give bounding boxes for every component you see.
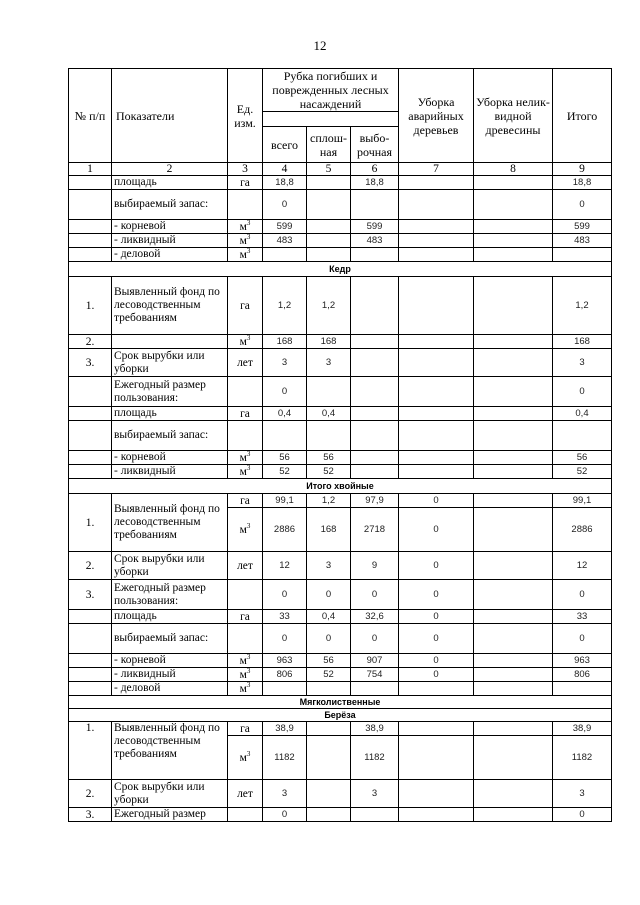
cell-value: 56	[307, 451, 351, 465]
header-total: всего	[263, 127, 307, 163]
col-number: 5	[307, 163, 351, 176]
row-label: - деловой	[112, 682, 228, 696]
row-unit: м	[239, 335, 247, 348]
cell-value: 3	[553, 780, 612, 808]
section-title-birch: Берёза	[69, 709, 612, 722]
cell-value: 99,1	[263, 494, 307, 508]
table-row	[69, 465, 612, 479]
cell-value: 0	[399, 624, 474, 654]
cell-value: 0	[553, 580, 612, 610]
row-unit: м	[239, 682, 247, 695]
header-felling: Рубка погибших и поврежденных лесных насаждений	[263, 69, 399, 112]
cell-value: 599	[553, 220, 612, 234]
unit-superscript: 3	[246, 450, 251, 458]
cell-value: 483	[553, 234, 612, 248]
col-number: 1	[69, 163, 112, 176]
table-row	[69, 234, 612, 248]
cell-value: 0	[399, 654, 474, 668]
row-unit: м	[239, 654, 247, 667]
table-row	[69, 580, 612, 610]
cell-value: 0	[399, 580, 474, 610]
row-label: выбираемый запас:	[112, 190, 228, 220]
section-row	[69, 479, 612, 494]
cell-value: 907	[351, 654, 399, 668]
cell-value: 0	[399, 494, 474, 508]
cell-value: 599	[351, 220, 399, 234]
col-number: 8	[474, 163, 553, 176]
header-emergency: Уборка аварийных деревьев	[399, 69, 474, 163]
cell-value: 168	[553, 335, 612, 349]
cell-value: 483	[263, 234, 307, 248]
col-number: 6	[351, 163, 399, 176]
cell-value: 0	[553, 190, 612, 220]
row-label: площадь	[112, 407, 228, 421]
row-label: Срок вырубки или уборки	[112, 349, 228, 377]
cell-value: 1182	[351, 736, 399, 780]
row-label: выбираемый запас:	[112, 421, 228, 451]
row-label: - корневой	[112, 451, 228, 465]
cell-value: 0	[351, 580, 399, 610]
table-row	[69, 421, 612, 451]
cell-value: 38,9	[553, 722, 612, 736]
col-number: 4	[263, 163, 307, 176]
row-unit: га	[228, 722, 263, 736]
cell-value: 0	[263, 580, 307, 610]
table-row	[69, 176, 612, 190]
table-row	[69, 277, 612, 335]
cell-value: 168	[263, 335, 307, 349]
cell-value: 18,8	[553, 176, 612, 190]
unit-superscript: 3	[246, 749, 251, 758]
row-unit: лет	[228, 349, 263, 377]
cell-value: 18,8	[351, 176, 399, 190]
header-illiquid: Уборка нелик-видной древесины	[474, 69, 553, 163]
cell-value: 2886	[553, 508, 612, 552]
row-unit: м	[239, 751, 247, 764]
cell-value: 0,4	[553, 407, 612, 421]
cell-value: 599	[263, 220, 307, 234]
page-number: 12	[313, 38, 327, 53]
row-unit: лет	[228, 780, 263, 808]
row-number: 3.	[69, 349, 112, 377]
row-number: 2.	[69, 335, 112, 349]
unit-superscript: 3	[246, 681, 251, 689]
cell-value: 0	[351, 624, 399, 654]
cell-value: 0,4	[307, 407, 351, 421]
row-unit: м	[239, 465, 247, 478]
row-label: Выявленный фонд по лесоводственным требованиям	[112, 722, 228, 780]
header-summary: Итого	[553, 69, 612, 163]
row-label: - ликвидный	[112, 234, 228, 248]
table-row	[69, 624, 612, 654]
section-row	[69, 696, 612, 709]
cell-value: 0	[263, 190, 307, 220]
row-number: 2.	[69, 552, 112, 580]
cell-value: 1,2	[263, 277, 307, 335]
cell-value: 0	[399, 508, 474, 552]
cell-value: 18,8	[263, 176, 307, 190]
cell-value: 0	[307, 624, 351, 654]
unit-superscript: 3	[246, 521, 251, 530]
cell-value: 168	[307, 335, 351, 349]
row-unit: га	[228, 494, 263, 508]
table-row	[69, 668, 612, 682]
row-label: Ежегодный размер пользования:	[112, 580, 228, 610]
cell-value: 963	[263, 654, 307, 668]
unit-superscript: 3	[246, 667, 251, 675]
table-row	[69, 682, 612, 696]
cell-value: 99,1	[553, 494, 612, 508]
cell-value: 56	[263, 451, 307, 465]
row-unit: м	[239, 523, 247, 536]
cell-value: 3	[307, 552, 351, 580]
cell-value: 38,9	[351, 722, 399, 736]
cell-value: 0	[399, 552, 474, 580]
table-row	[69, 190, 612, 220]
row-unit: лет	[228, 552, 263, 580]
cell-value: 2718	[351, 508, 399, 552]
cell-value: 3	[351, 780, 399, 808]
cell-value: 0	[399, 610, 474, 624]
table-row	[69, 654, 612, 668]
cell-value: 754	[351, 668, 399, 682]
section-title-conifers: Итого хвойные	[69, 479, 612, 494]
cell-value: 32,6	[351, 610, 399, 624]
cell-value: 1,2	[553, 277, 612, 335]
col-number: 2	[112, 163, 228, 176]
header-num: № п/п	[69, 69, 112, 163]
row-label: - ликвидный	[112, 668, 228, 682]
row-label: Ежегодный размер пользования:	[112, 377, 228, 407]
header-unit: Ед. изм.	[228, 69, 263, 163]
cell-value: 1,2	[307, 494, 351, 508]
row-label: Срок вырубки или уборки	[112, 780, 228, 808]
table-row	[69, 220, 612, 234]
cell-value: 52	[263, 465, 307, 479]
unit-superscript: 3	[246, 219, 251, 227]
cell-value: 1182	[263, 736, 307, 780]
row-label: - деловой	[112, 248, 228, 262]
table-row	[69, 349, 612, 377]
header-clear: сплош-ная	[307, 127, 351, 163]
cell-value: 12	[263, 552, 307, 580]
cell-value: 0	[263, 808, 307, 822]
cell-value: 0	[263, 624, 307, 654]
col-number: 7	[399, 163, 474, 176]
table-row	[69, 552, 612, 580]
cell-value: 3	[263, 780, 307, 808]
cell-value: 0	[553, 377, 612, 407]
unit-superscript: 3	[246, 247, 251, 255]
row-number: 2.	[69, 780, 112, 808]
table-row	[69, 451, 612, 465]
row-number: 1.	[69, 277, 112, 335]
cell-value: 168	[307, 508, 351, 552]
cell-value: 0	[263, 377, 307, 407]
table-row	[69, 248, 612, 262]
row-unit: га	[228, 176, 263, 190]
row-unit: га	[228, 407, 263, 421]
cell-value: 3	[263, 349, 307, 377]
row-unit: га	[228, 610, 263, 624]
row-label: - корневой	[112, 220, 228, 234]
cell-value: 56	[307, 654, 351, 668]
section-title-cedar: Кедр	[69, 262, 612, 277]
row-number: 1.	[69, 494, 112, 552]
cell-value: 33	[553, 610, 612, 624]
section-title-deciduous: Мягколиственные	[69, 696, 612, 709]
cell-value: 56	[553, 451, 612, 465]
cell-value: 97,9	[351, 494, 399, 508]
cell-value: 33	[263, 610, 307, 624]
unit-superscript: 3	[246, 334, 251, 342]
row-label: Ежегодный размер	[112, 808, 228, 822]
table-row	[69, 780, 612, 808]
row-label: Выявленный фонд по лесоводственным требованиям	[112, 277, 228, 335]
row-label: площадь	[112, 610, 228, 624]
row-label: Срок вырубки или уборки	[112, 552, 228, 580]
row-number: 3.	[69, 808, 112, 822]
cell-value: 3	[307, 349, 351, 377]
cell-value: 52	[307, 465, 351, 479]
row-unit: м	[239, 248, 247, 261]
row-label: выбираемый запас:	[112, 624, 228, 654]
row-unit: м	[239, 668, 247, 681]
row-label: - корневой	[112, 654, 228, 668]
section-row	[69, 709, 612, 722]
row-unit: га	[228, 277, 263, 335]
unit-superscript: 3	[246, 464, 251, 472]
cell-value: 806	[553, 668, 612, 682]
row-label: - ликвидный	[112, 465, 228, 479]
section-row	[69, 262, 612, 277]
table-row	[69, 377, 612, 407]
cell-value: 0,4	[307, 610, 351, 624]
cell-value: 3	[553, 349, 612, 377]
cell-value: 12	[553, 552, 612, 580]
cell-value: 0	[553, 808, 612, 822]
cell-value: 1182	[553, 736, 612, 780]
row-unit: м	[239, 220, 247, 233]
col-number: 9	[553, 163, 612, 176]
cell-value: 483	[351, 234, 399, 248]
header-selective: выбо-рочная	[351, 127, 399, 163]
cell-value: 0,4	[263, 407, 307, 421]
forest-use-table	[68, 68, 612, 822]
cell-value: 0	[553, 624, 612, 654]
cell-value: 52	[553, 465, 612, 479]
table-row	[69, 335, 612, 349]
row-label: Выявленный фонд по лесоводственным требованиям	[112, 494, 228, 552]
header-indicator: Показатели	[112, 69, 228, 163]
cell-value: 38,9	[263, 722, 307, 736]
table-row	[69, 722, 612, 736]
table-row	[69, 610, 612, 624]
col-number: 3	[228, 163, 263, 176]
cell-value: 9	[351, 552, 399, 580]
row-label: площадь	[112, 176, 228, 190]
row-unit: м	[239, 451, 247, 464]
cell-value: 963	[553, 654, 612, 668]
table-row	[69, 808, 612, 822]
unit-superscript: 3	[246, 653, 251, 661]
cell-value: 1,2	[307, 277, 351, 335]
row-unit: м	[239, 234, 247, 247]
table-row	[69, 407, 612, 421]
unit-superscript: 3	[246, 233, 251, 241]
cell-value: 0	[307, 580, 351, 610]
cell-value: 52	[307, 668, 351, 682]
row-number: 1.	[69, 722, 112, 780]
cell-value: 2886	[263, 508, 307, 552]
row-number: 3.	[69, 580, 112, 610]
cell-value: 0	[399, 668, 474, 682]
cell-value: 806	[263, 668, 307, 682]
table-row	[69, 494, 612, 508]
